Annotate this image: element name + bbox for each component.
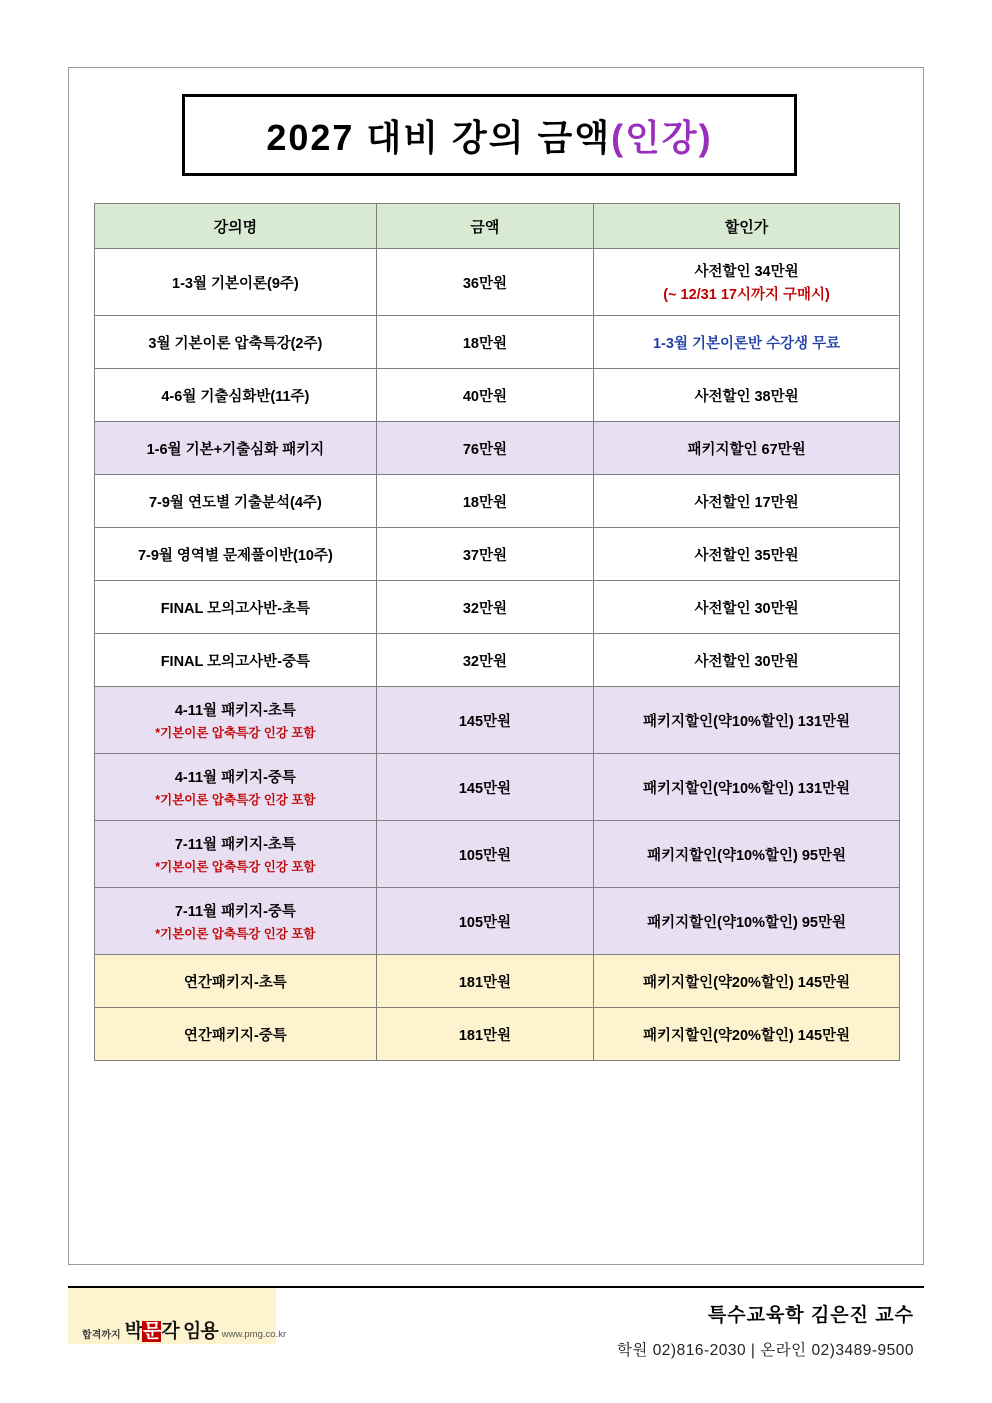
cell-discount	[594, 821, 900, 888]
discount-text: 사전할인 35만원	[694, 547, 799, 564]
table-row	[95, 422, 900, 475]
course-note-text: *기본이론 압축특강 인강 포함	[155, 927, 316, 941]
logo-wordmark	[125, 1316, 218, 1343]
cell-course-name	[95, 888, 377, 955]
discount-text: 사전할인 30만원	[694, 653, 799, 670]
course-name-text: FINAL 모의고사반-초특	[160, 600, 311, 617]
cell-course-name	[95, 821, 377, 888]
page-title-main: 2027 대비 강의 금액	[266, 116, 612, 158]
table-row	[95, 316, 900, 369]
course-name-text: 7-9월 연도별 기출분석(4주)	[148, 494, 322, 511]
course-name-text: 7-11월 패키지-초특	[174, 837, 296, 853]
cell-price: 181만원	[376, 955, 593, 1008]
cell-price: 40만원	[376, 369, 593, 422]
table-row	[95, 634, 900, 687]
table-row	[95, 528, 900, 581]
course-name-text: 4-11월 패키지-중특	[174, 770, 296, 786]
page-footer	[68, 1286, 924, 1359]
cell-price: 76만원	[376, 422, 593, 475]
table-row	[95, 1008, 900, 1061]
cell-discount	[594, 888, 900, 955]
cell-discount	[594, 316, 900, 369]
cell-course-name	[95, 581, 377, 634]
course-name-text: 1-6월 기본+기출심화 패키지	[146, 441, 325, 458]
discount-text: 패키지할인 67만원	[687, 441, 806, 458]
logo-part-2: 문	[143, 1321, 161, 1342]
table-row	[95, 955, 900, 1008]
discount-text: 사전할인 17만원	[694, 494, 799, 511]
cell-discount	[594, 369, 900, 422]
cell-discount	[594, 754, 900, 821]
course-name-text: 4-6월 기출심화반(11주)	[161, 388, 310, 405]
course-note-text: *기본이론 압축특강 인강 포함	[155, 793, 316, 807]
cell-course-name	[95, 316, 377, 369]
cell-course-name	[95, 422, 377, 475]
cell-course-name	[95, 528, 377, 581]
cell-price: 18만원	[376, 316, 593, 369]
table-row	[95, 821, 900, 888]
course-name-text: 연간패키지-중특	[183, 1027, 287, 1044]
cell-price: 181만원	[376, 1008, 593, 1061]
discount-text: 패키지할인(약10%할인) 95만원	[647, 914, 846, 931]
cell-course-name	[95, 249, 377, 316]
course-name-text: 연간패키지-초특	[183, 974, 287, 991]
cell-course-name	[95, 369, 377, 422]
cell-course-name	[95, 687, 377, 754]
page-title	[266, 110, 712, 161]
table-header-row	[95, 204, 900, 249]
course-note-text: *기본이론 압축특강 인강 포함	[155, 726, 316, 740]
course-name-text: FINAL 모의고사반-중특	[160, 653, 311, 670]
discount-text: 패키지할인(약10%할인) 131만원	[643, 780, 851, 797]
price-table-body	[95, 249, 900, 1061]
course-name-text: 1-3월 기본이론(9주)	[172, 275, 299, 292]
discount-text: 패키지할인(약10%할인) 131만원	[643, 713, 851, 730]
logo-url: www.pmg.co.kr	[221, 1329, 287, 1340]
column-header-course: 강의명	[95, 204, 377, 249]
table-row	[95, 888, 900, 955]
page-title-accent: (인강)	[611, 116, 713, 158]
course-name-text: 3월 기본이론 압축특강(2주)	[148, 335, 323, 352]
cell-price: 36만원	[376, 249, 593, 316]
logo-tagline: 합격까지	[82, 1330, 121, 1341]
cell-price: 18만원	[376, 475, 593, 528]
cell-course-name	[95, 955, 377, 1008]
title-box	[182, 94, 797, 176]
cell-course-name	[95, 754, 377, 821]
logo-part-1: 박	[124, 1321, 142, 1342]
table-row	[95, 249, 900, 316]
document-page	[68, 67, 924, 1265]
column-header-price: 금액	[376, 204, 593, 249]
cell-course-name	[95, 475, 377, 528]
cell-price: 145만원	[376, 687, 593, 754]
table-row	[95, 581, 900, 634]
professor-name: 특수교육학 김은진 교수	[707, 1305, 914, 1326]
cell-discount	[594, 249, 900, 316]
cell-course-name	[95, 634, 377, 687]
course-name-text: 7-9월 영역별 문제풀이반(10주)	[137, 547, 333, 564]
cell-discount	[594, 687, 900, 754]
discount-deadline-text: (~ 12/31 17시까지 구매시)	[663, 287, 830, 303]
cell-discount	[594, 634, 900, 687]
cell-discount	[594, 475, 900, 528]
price-table	[94, 203, 900, 1061]
discount-text: 사전할인 30만원	[694, 600, 799, 617]
table-row	[95, 687, 900, 754]
cell-price: 32만원	[376, 581, 593, 634]
cell-price: 37만원	[376, 528, 593, 581]
cell-price: 32만원	[376, 634, 593, 687]
cell-discount	[594, 422, 900, 475]
cell-course-name	[95, 1008, 377, 1061]
discount-text: 패키지할인(약20%할인) 145만원	[643, 1027, 851, 1044]
table-row	[95, 369, 900, 422]
discount-text: 사전할인 34만원	[694, 264, 799, 280]
logo-part-3: 각 임용	[161, 1321, 218, 1342]
table-row	[95, 475, 900, 528]
contact-info: 학원 02)816-2030 | 온라인 02)3489-9500	[616, 1342, 914, 1359]
discount-text: 1-3월 기본이론반 수강생 무료	[652, 335, 841, 352]
column-header-discount: 할인가	[594, 204, 900, 249]
course-name-text: 7-11월 패키지-중특	[174, 904, 296, 920]
cell-discount	[594, 955, 900, 1008]
table-row	[95, 754, 900, 821]
cell-discount	[594, 528, 900, 581]
discount-text: 패키지할인(약10%할인) 95만원	[647, 847, 846, 864]
cell-price: 145만원	[376, 754, 593, 821]
course-name-text: 4-11월 패키지-초특	[174, 703, 296, 719]
brand-logo	[82, 1316, 286, 1343]
cell-price: 105만원	[376, 888, 593, 955]
cell-price: 105만원	[376, 821, 593, 888]
discount-text: 사전할인 38만원	[694, 388, 799, 405]
cell-discount	[594, 1008, 900, 1061]
discount-text: 패키지할인(약20%할인) 145만원	[643, 974, 851, 991]
course-note-text: *기본이론 압축특강 인강 포함	[155, 860, 316, 874]
cell-discount	[594, 581, 900, 634]
